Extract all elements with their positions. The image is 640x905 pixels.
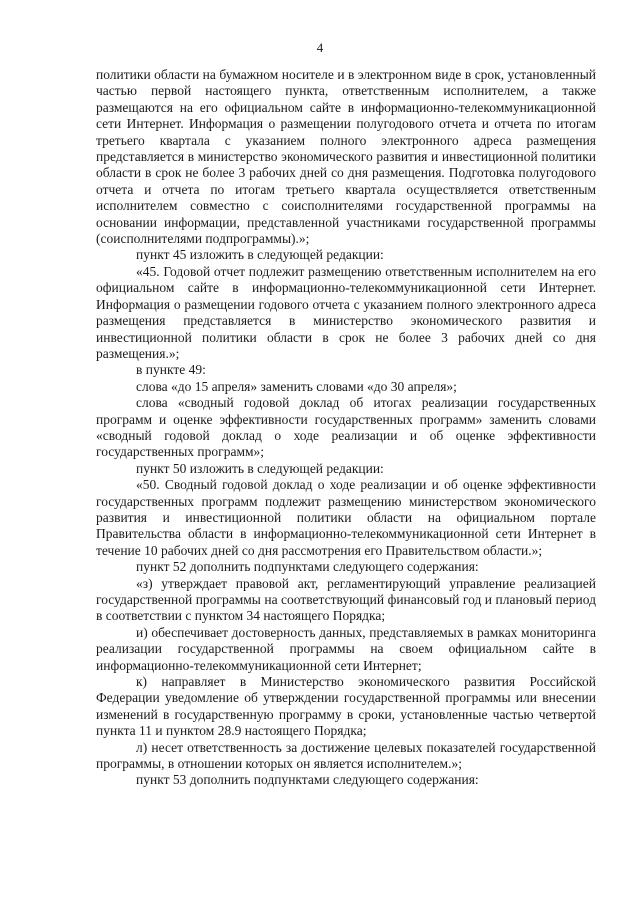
paragraph: к) направляет в Министерство экономического развития Российской Федерации уведомление об утверждении государственной программы или внесении изменений в государственную программу в сроки, установленные частью четвертой пункта 11 и пунктом 28.9 настоящего Порядка;	[96, 674, 596, 739]
paragraph: л) несет ответственность за достижение целевых показателей государственной программы, в отношении которых он является исполнителем.»;	[96, 739, 596, 772]
document-body	[96, 67, 596, 789]
paragraph: слова «сводный годовой доклад об итогах реализации государственных программ и оценке эффективности государственных программ» заменить словами «сводный годовой доклад о ходе реализации и об оценке эффективности государственных программ»;	[96, 395, 596, 460]
paragraph: пункт 52 дополнить подпунктами следующего содержания:	[136, 559, 479, 575]
paragraph: «з) утверждает правовой акт, регламентирующий управление реализацией государственной программы на соответствующий финансовый год и плановый период в соответствии с пунктом 34 настоящего Порядка;	[96, 575, 596, 624]
paragraph: и) обеспечивает достоверность данных, представляемых в рамках мониторинга реализации государственной программы на своем официальном сайте в информационно-телекоммуникационной сети Интернет;	[96, 624, 596, 673]
paragraph: в пункте 49:	[136, 362, 206, 378]
page-number: 4	[316, 40, 324, 55]
paragraph: слова «до 15 апреля» заменить словами «до 30 апреля»;	[136, 378, 457, 394]
paragraph: пункт 45 изложить в следующей редакции:	[136, 247, 384, 263]
paragraph: пункт 50 изложить в следующей редакции:	[136, 460, 384, 476]
paragraph: политики области на бумажном носителе и в электронном виде в срок, установленный частью первой настоящего пункта, ответственным исполнителем, а также размещаются на его официальном сайте в информационно-телекоммуникационной сети Интернет. Информация о размещении полугодового отчета и отчета по итогам третьего квартала с указанием полного электронного адреса размещения представляется в министерство экономического развития и инвестиционной политики области в срок не более 3 рабочих дней со дня размещения. Подготовка полугодового отчета и отчета по итогам третьего квартала осуществляется ответственным исполнителем совместно с соисполнителями государственной программы на основании информации, представленной участниками государственной программы (соисполнителями подпрограммы).»;	[96, 67, 596, 247]
paragraph: пункт 53 дополнить подпунктами следующего содержания:	[136, 772, 479, 788]
paragraph: «50. Сводный годовой доклад о ходе реализации и об оценке эффективности государственных программ подлежит размещению министерством экономического развития и инвестиционной политики области на официальном портале Правительства области в информационно-телекоммуникационной сети Интернет в течение 10 рабочих дней со дня рассмотрения его Правительством области.»;	[96, 477, 596, 558]
paragraph: «45. Годовой отчет подлежит размещению ответственным исполнителем на его официальном сайте в информационно-телекоммуникационной сети Интернет. Информация о размещении годового отчета с указанием полного электронного адреса размещения представляется в министерство экономического развития и инвестиционной политики области в срок не более 3 рабочих дней со дня размещения.»;	[96, 263, 596, 361]
